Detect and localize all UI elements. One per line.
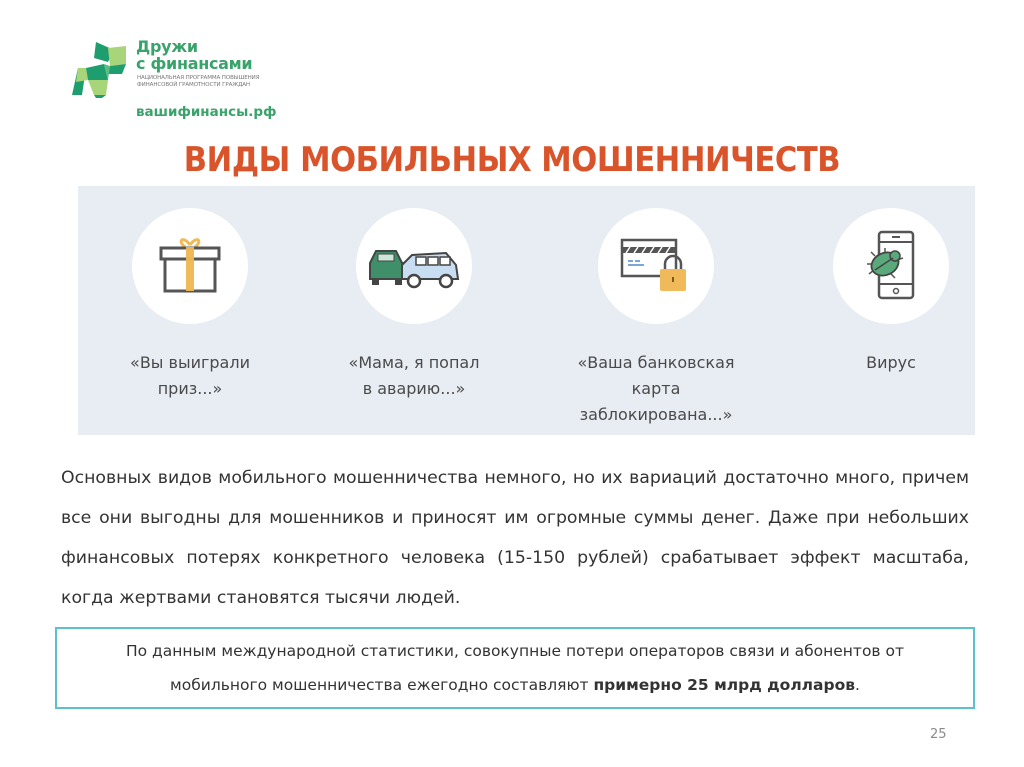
label-line: Вирус <box>866 353 916 372</box>
logo-subtitle <box>137 75 277 89</box>
logo-title <box>136 38 252 72</box>
icon-circle <box>132 208 248 324</box>
logo-subtitle-line2: ФИНАНСОВОЙ ГРАМОТНОСТИ ГРАЖДАН <box>137 82 250 88</box>
dog-logo-icon <box>64 40 134 100</box>
label-line: в аварию...» <box>362 379 466 398</box>
logo-title-line1: Дружи <box>136 37 198 56</box>
label-line: «Вы выиграли <box>130 353 250 372</box>
fraud-card-label <box>544 350 768 428</box>
fraud-card-blocked-card <box>544 186 768 435</box>
logo <box>64 38 284 128</box>
icon-circle <box>833 208 949 324</box>
page-title: ВИДЫ МОБИЛЬНЫХ МОШЕННИЧЕСТВ <box>183 140 841 180</box>
icon-circle <box>598 208 714 324</box>
body-paragraph: Основных видов мобильного мошенничества немного, но их вариаций достаточно много, причем все они выгодны для мошенников и приносят им огромные суммы денег. Даже при небольших финансовых потерях конкретного человека (15-150 рублей) срабатывает эффект масштаба, когда жертвами становятся тысячи людей. <box>61 468 969 608</box>
fraud-card-accident <box>302 186 526 435</box>
statistics-text <box>75 634 955 702</box>
icon-circle <box>356 208 472 324</box>
label-line: «Ваша банковская <box>577 353 735 372</box>
page-number: 25 <box>930 727 947 742</box>
phone-virus-icon <box>861 230 921 302</box>
label-line: карта <box>631 379 681 398</box>
label-line: «Мама, я попал <box>348 353 480 372</box>
fraud-card-label <box>78 350 302 402</box>
logo-subtitle-line1: НАЦИОНАЛЬНАЯ ПРОГРАММА ПОВЫШЕНИЯ <box>137 75 260 81</box>
fraud-card-label <box>779 350 1003 376</box>
stat-suffix: . <box>855 676 860 694</box>
fraud-card-prize <box>78 186 302 435</box>
stat-highlight: примерно 25 млрд долларов <box>593 676 856 694</box>
statistics-callout <box>55 627 975 709</box>
fraud-card-label <box>302 350 526 402</box>
logo-title-line2: с финансами <box>136 54 253 73</box>
fraud-types-panel <box>78 186 975 435</box>
logo-url[interactable]: вашифинансы.рф <box>136 104 277 120</box>
label-line: приз...» <box>157 379 223 398</box>
gift-icon <box>155 231 225 301</box>
label-line: заблокирована...» <box>579 405 733 424</box>
locked-card-icon <box>620 236 692 296</box>
car-crash-icon <box>366 241 462 291</box>
fraud-card-virus <box>779 186 1003 435</box>
stat-prefix: По данным международной статистики, совокупные потери операторов связи и абонентов от мобильного мошенничества ежегодно составляют <box>125 642 905 694</box>
